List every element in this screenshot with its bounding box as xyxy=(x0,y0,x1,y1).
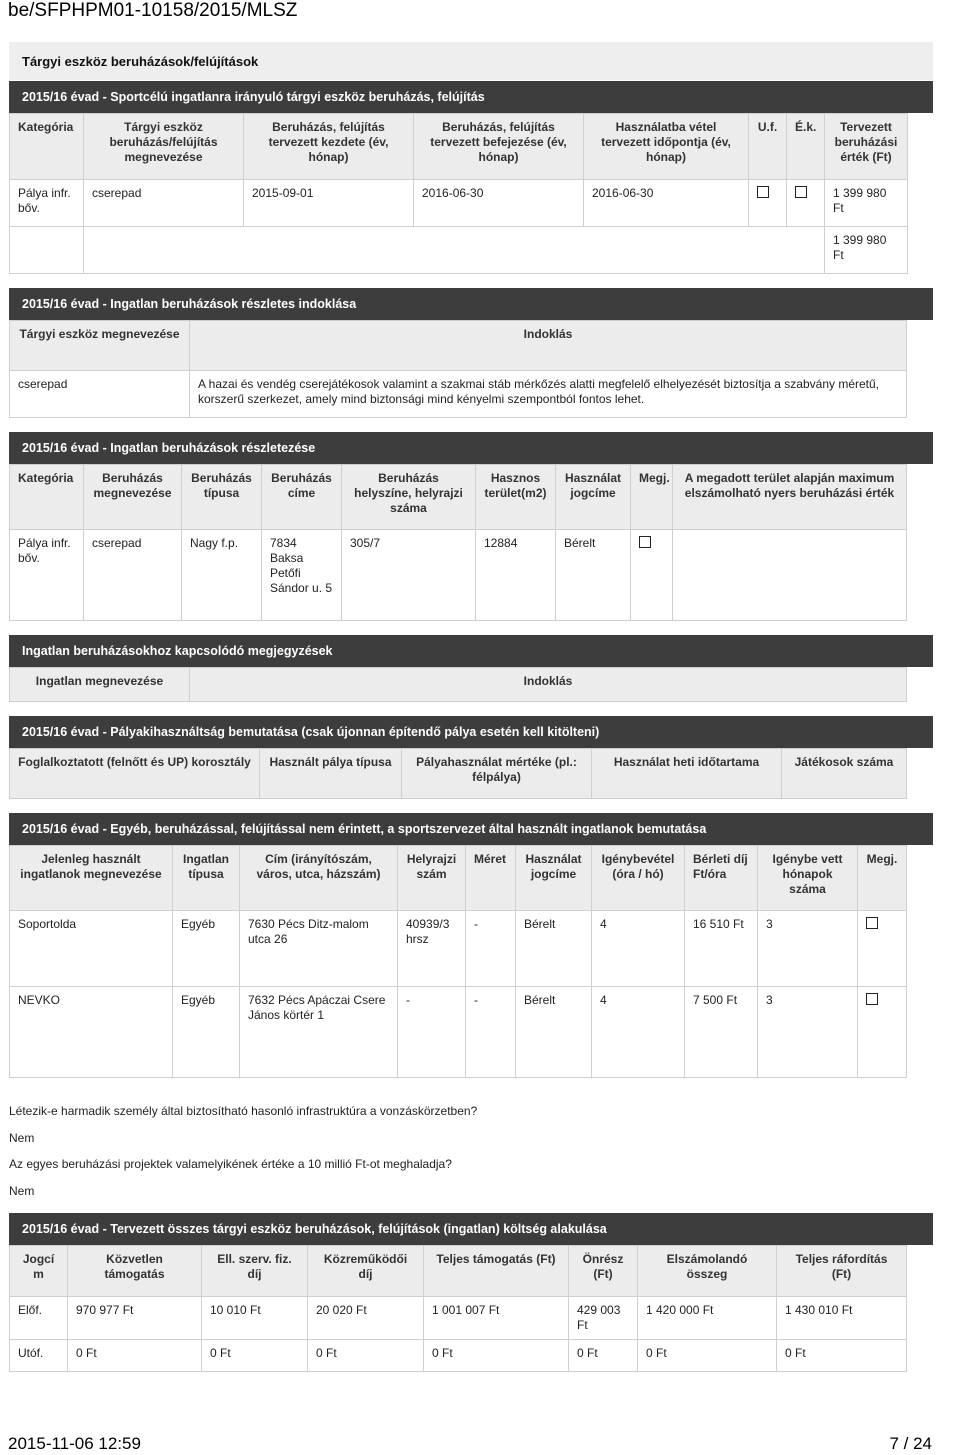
s7-title: 2015/16 évad - Tervezett összes tárgyi eszköz beruházások, felújítások (ingatlan) költség alakulása xyxy=(9,1213,933,1245)
s1-total-empty xyxy=(10,227,84,274)
s5-header-korosztaly: Foglalkoztatott (felnőtt és UP) korosztály xyxy=(10,749,260,799)
s4-table-wrap xyxy=(9,667,907,702)
s7-header-elszamolando: Elszámolandó összeg xyxy=(638,1246,777,1297)
s7-table xyxy=(9,1245,907,1372)
s6-cell-tipus: Egyéb xyxy=(173,987,240,1078)
s2-table-wrap xyxy=(9,320,907,418)
s3-header-nev: Beruházás megnevezése xyxy=(84,465,182,530)
s5-header-palya-tipus: Használt pálya típusa xyxy=(260,749,402,799)
megj-checkbox[interactable] xyxy=(866,993,878,1005)
s5-header-idotartam: Használat heti időtartama xyxy=(592,749,782,799)
s5-table xyxy=(9,748,907,799)
s6-cell-meret: - xyxy=(466,911,516,987)
s2-header-indoklas: Indoklás xyxy=(190,321,907,371)
s1-cell-ertek: 1 399 980 Ft xyxy=(825,180,908,227)
s4-header-nev: Ingatlan megnevezése xyxy=(10,668,190,702)
s1-header-kezdete: Beruházás, felújítás tervezett kezdete (év, hónap) xyxy=(244,114,414,180)
s3-cell-helyrajzi: 305/7 xyxy=(342,530,476,621)
s6-header-nev: Jelenleg használt ingatlanok megnevezése xyxy=(10,846,173,911)
s3-cell-terulet: 12884 xyxy=(476,530,556,621)
s7-cell: Utóf. xyxy=(10,1340,68,1372)
s7-cell: 0 Ft xyxy=(68,1340,202,1372)
footer-date: 2015-11-06 12:59 xyxy=(8,1434,141,1453)
table-row xyxy=(10,530,907,621)
s6-header-meret: Méret xyxy=(466,846,516,911)
s6-cell-hrsz: 40939/3 hrsz xyxy=(398,911,466,987)
s7-cell: 970 977 Ft xyxy=(68,1297,202,1340)
ek-checkbox[interactable] xyxy=(795,186,807,198)
s7-header-kozremukodoi: Közreműködői díj xyxy=(308,1246,424,1297)
s1-table-wrap xyxy=(9,113,907,274)
section-title: Tárgyi eszköz beruházások/felújítások xyxy=(9,42,933,80)
s3-cell-max-ertek xyxy=(673,530,907,621)
s3-cell-cim: 7834 Baksa Petőfi Sándor u. 5 xyxy=(262,530,342,621)
s5-header-mertek: Pályahasználat mértéke (pl.: félpálya) xyxy=(402,749,592,799)
s7-cell: 10 010 Ft xyxy=(202,1297,308,1340)
table-row xyxy=(10,911,907,987)
s7-cell: 1 001 007 Ft xyxy=(424,1297,569,1340)
s6-cell-hrsz: - xyxy=(398,987,466,1078)
s2-table xyxy=(9,320,907,418)
s6-cell-megj xyxy=(858,911,907,987)
s1-cell-ek xyxy=(787,180,825,227)
s3-header-jogcim: Használat jogcíme xyxy=(556,465,631,530)
s7-cell: 0 Ft xyxy=(308,1340,424,1372)
s6-cell-tipus: Egyéb xyxy=(173,911,240,987)
s7-header-ell-szerv: Ell. szerv. fiz. díj xyxy=(202,1246,308,1297)
s1-cell-uf xyxy=(749,180,787,227)
s6-cell-cim: 7630 Pécs Ditz-malom utca 26 xyxy=(240,911,398,987)
table-row xyxy=(10,180,908,227)
s1-title: 2015/16 évad - Sportcélú ingatlanra irányuló tárgyi eszköz beruházás, felújítás xyxy=(9,81,933,113)
s6-header-honap: Igénybe vett hónapok száma xyxy=(758,846,858,911)
s1-header-ertek: Tervezett beruházási érték (Ft) xyxy=(825,114,908,180)
answer-2: Nem xyxy=(9,1184,35,1198)
s7-cell: 20 020 Ft xyxy=(308,1297,424,1340)
s1-cell-kezdete: 2015-09-01 xyxy=(244,180,414,227)
s7-header-teljes-raforditas: Teljes ráfordítás (Ft) xyxy=(777,1246,907,1297)
s6-cell-dij: 16 510 Ft xyxy=(685,911,758,987)
s4-table xyxy=(9,667,907,702)
s7-header-teljes-tamogatas: Teljes támogatás (Ft) xyxy=(424,1246,569,1297)
s5-table-wrap xyxy=(9,748,907,799)
s1-header-uf: U.f. xyxy=(749,114,787,180)
s7-cell: 1 430 010 Ft xyxy=(777,1297,907,1340)
s1-total-spacer xyxy=(84,227,825,274)
s3-table xyxy=(9,464,907,621)
s7-cell: 0 Ft xyxy=(638,1340,777,1372)
s7-cell: 429 003 Ft xyxy=(569,1297,638,1340)
s7-cell: 0 Ft xyxy=(424,1340,569,1372)
s6-header-dij: Bérleti díj Ft/óra xyxy=(685,846,758,911)
s1-header-nev: Tárgyi eszköz beruházás/felújítás megnevezése xyxy=(84,114,244,180)
s1-table xyxy=(9,113,908,274)
s7-cell: 1 420 000 Ft xyxy=(638,1297,777,1340)
s6-cell-meret: - xyxy=(466,987,516,1078)
s3-header-kategoria: Kategória xyxy=(10,465,84,530)
s1-cell-hasznalatba: 2016-06-30 xyxy=(584,180,749,227)
s1-header-ek: É.k. xyxy=(787,114,825,180)
s6-cell-jogcim: Bérelt xyxy=(516,987,592,1078)
s6-header-megj: Megj. xyxy=(858,846,907,911)
s7-cell: 0 Ft xyxy=(202,1340,308,1372)
s1-cell-kategoria: Pálya infr. bőv. xyxy=(10,180,84,227)
s7-cell: Előf. xyxy=(10,1297,68,1340)
table-row xyxy=(10,371,907,418)
s7-cell: 0 Ft xyxy=(569,1340,638,1372)
s4-title: Ingatlan beruházásokhoz kapcsolódó megjegyzések xyxy=(9,635,933,667)
megj-checkbox[interactable] xyxy=(866,917,878,929)
s2-cell-indoklas: A hazai és vendég cserejátékosok valamint a szakmai stáb mérkőzés alatti megfelelő elhelyezését biztosítja a szabvány méretű, korszerű szerkezet, amely mind biztonsági mind kényelmi szempontból fontos lehet. xyxy=(190,371,907,418)
s2-header-nev: Tárgyi eszköz megnevezése xyxy=(10,321,190,371)
table-row xyxy=(10,1297,907,1340)
s2-title: 2015/16 évad - Ingatlan beruházások részletes indoklása xyxy=(9,288,933,320)
s5-title: 2015/16 évad - Pályakihasználtság bemutatása (csak újonnan építendő pálya esetén kell kitölteni) xyxy=(9,716,933,748)
s1-cell-nev: cserepad xyxy=(84,180,244,227)
s1-header-kategoria: Kategória xyxy=(10,114,84,180)
s3-header-megj: Megj. xyxy=(631,465,673,530)
s3-cell-nev: cserepad xyxy=(84,530,182,621)
s7-header-jogcim: Jogcí m xyxy=(10,1246,68,1297)
s6-cell-igeny: 4 xyxy=(592,987,685,1078)
s3-cell-jogcim: Bérelt xyxy=(556,530,631,621)
s6-cell-jogcim: Bérelt xyxy=(516,911,592,987)
s6-cell-dij: 7 500 Ft xyxy=(685,987,758,1078)
s3-header-tipus: Beruházás típusa xyxy=(182,465,262,530)
s2-cell-nev: cserepad xyxy=(10,371,190,418)
s5-header-jatekosok: Játékosok száma xyxy=(782,749,907,799)
s1-total-value: 1 399 980 Ft xyxy=(825,227,908,274)
s3-header-max-ertek: A megadott terület alapján maximum elszámolható nyers beruházási érték xyxy=(673,465,907,530)
s3-table-wrap xyxy=(9,464,907,621)
s6-cell-megj xyxy=(858,987,907,1078)
s6-cell-nev: Soportolda xyxy=(10,911,173,987)
s6-header-igeny: Igénybevétel (óra / hó) xyxy=(592,846,685,911)
table-row xyxy=(10,987,907,1078)
total-row xyxy=(10,227,908,274)
s7-table-wrap xyxy=(9,1245,907,1372)
s7-header-onresz: Önrész (Ft) xyxy=(569,1246,638,1297)
s3-header-helyszin: Beruházás helyszíne, helyrajzi száma xyxy=(342,465,476,530)
s3-title: 2015/16 évad - Ingatlan beruházások részletezése xyxy=(9,432,933,464)
s6-header-tipus: Ingatlan típusa xyxy=(173,846,240,911)
uf-checkbox[interactable] xyxy=(757,186,769,198)
s6-table xyxy=(9,845,907,1078)
s3-header-cim: Beruházás címe xyxy=(262,465,342,530)
s6-table-wrap xyxy=(9,845,907,1078)
s1-header-hasznalatba: Használatba vétel tervezett időpontja (év, hónap) xyxy=(584,114,749,180)
s6-cell-nev: NEVKO xyxy=(10,987,173,1078)
s3-cell-kategoria: Pálya infr. bőv. xyxy=(10,530,84,621)
s7-cell: 0 Ft xyxy=(777,1340,907,1372)
megj-checkbox[interactable] xyxy=(639,536,651,548)
s6-header-cim: Cím (irányítószám, város, utca, házszám) xyxy=(240,846,398,911)
s6-cell-honap: 3 xyxy=(758,911,858,987)
s6-header-hrsz: Helyrajzi szám xyxy=(398,846,466,911)
answer-1: Nem xyxy=(9,1131,35,1145)
document-id: be/SFPHPM01-10158/2015/MLSZ xyxy=(8,0,298,21)
s1-cell-befejezese: 2016-06-30 xyxy=(414,180,584,227)
s7-header-kozvetlen: Közvetlen támogatás xyxy=(68,1246,202,1297)
s6-cell-cim: 7632 Pécs Apáczai Csere János körtér 1 xyxy=(240,987,398,1078)
s3-cell-megj xyxy=(631,530,673,621)
s3-header-terulet: Hasznos terület(m2) xyxy=(476,465,556,530)
s6-cell-igeny: 4 xyxy=(592,911,685,987)
s6-title: 2015/16 évad - Egyéb, beruházással, felújítással nem érintett, a sportszervezet által használt ingatlanok bemutatása xyxy=(9,813,933,845)
question-1: Létezik-e harmadik személy által biztosítható hasonló infrastruktúra a vonzáskörzetben? xyxy=(9,1104,478,1118)
table-row xyxy=(10,1340,907,1372)
s3-cell-tipus: Nagy f.p. xyxy=(182,530,262,621)
s6-header-jogcim: Használat jogcíme xyxy=(516,846,592,911)
s6-cell-honap: 3 xyxy=(758,987,858,1078)
question-2: Az egyes beruházási projektek valamelyikének értéke a 10 millió Ft-ot meghaladja? xyxy=(9,1157,452,1171)
s1-header-befejezese: Beruházás, felújítás tervezett befejezése (év, hónap) xyxy=(414,114,584,180)
footer-page-number: 7 / 24 xyxy=(889,1434,932,1453)
s4-header-indoklas: Indoklás xyxy=(190,668,907,702)
